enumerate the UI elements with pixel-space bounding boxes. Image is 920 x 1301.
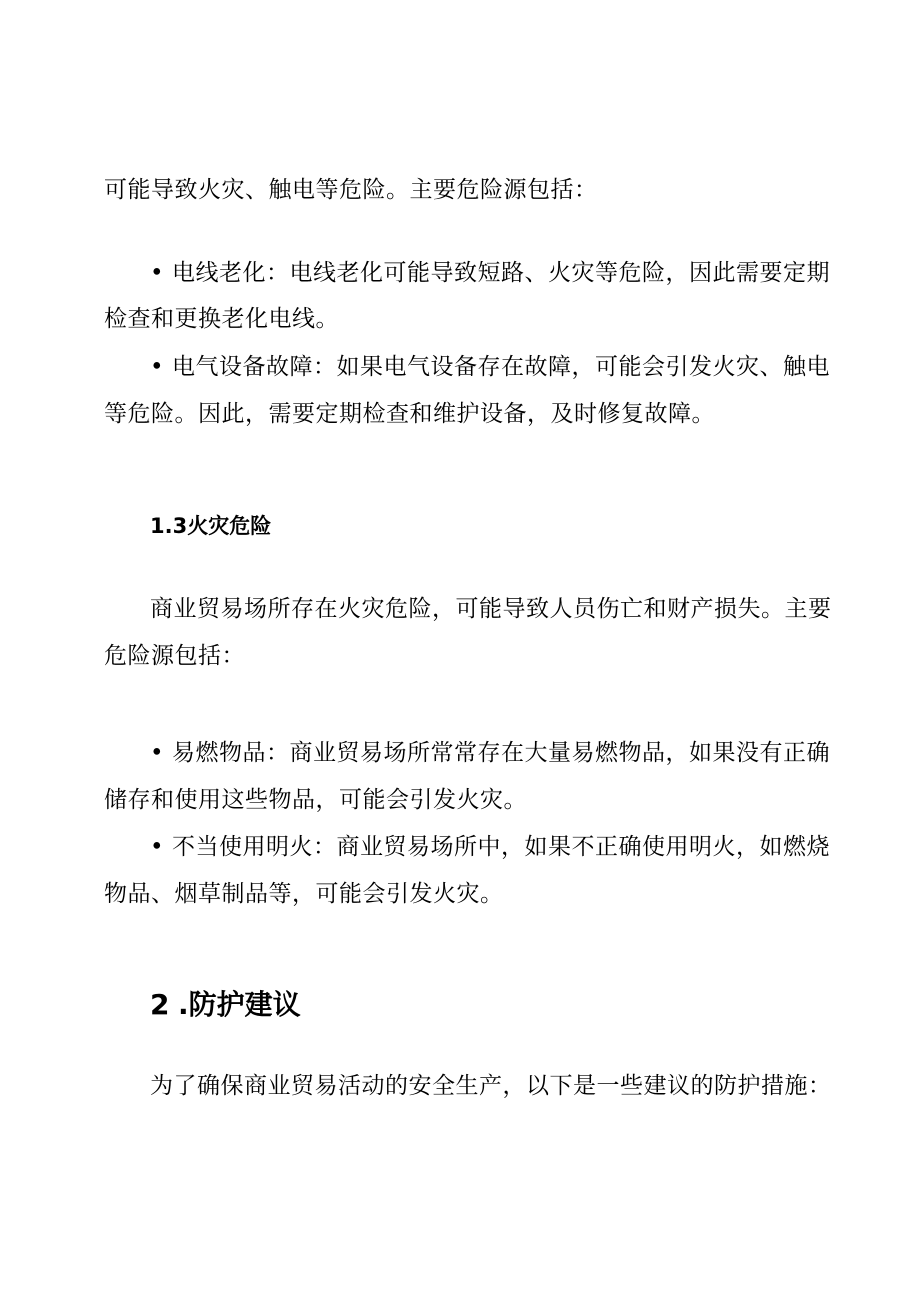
list-item-continuation: 储存和使用这些物品，可能会引发火灾。 [104,787,527,813]
list-item [150,832,830,862]
bullet-icon: • [150,834,165,860]
paragraph-line: 为了确保商业贸易活动的安全生产，以下是一些建议的防护措施： [150,1073,832,1099]
section-heading [150,987,301,1023]
section-title: .防护建议 [178,988,301,1021]
section-number: 2 [150,988,170,1021]
list-item-text: 电气设备故障：如果电气设备存在故障，可能会引发火灾、触电 [172,354,830,380]
paragraph-line: 危险源包括： [104,643,245,669]
list-item-continuation: 检查和更换老化电线。 [104,306,339,332]
list-item [150,738,830,768]
list-item-text: 电线老化：电线老化可能导致短路、火灾等危险，因此需要定期 [172,260,830,286]
list-item [150,258,830,288]
paragraph-line: 商业贸易场所存在火灾危险，可能导致人员伤亡和财产损失。主要 [150,596,832,622]
list-item-continuation: 等危险。因此，需要定期检查和维护设备，及时修复故障。 [104,401,715,427]
bullet-icon: • [150,354,165,380]
list-item-text: 不当使用明火：商业贸易场所中，如果不正确使用明火，如燃烧 [172,834,830,860]
list-item-text: 易燃物品：商业贸易场所常常存在大量易燃物品，如果没有正确 [172,740,830,766]
list-item [150,352,830,382]
section-heading: 1.3火灾危险 [150,514,272,538]
list-item-continuation: 物品、烟草制品等，可能会引发火灾。 [104,881,504,907]
paragraph-line: 可能导致火灾、触电等危险。主要危险源包括： [104,177,598,203]
bullet-icon: • [150,740,165,766]
bullet-icon: • [150,260,165,286]
